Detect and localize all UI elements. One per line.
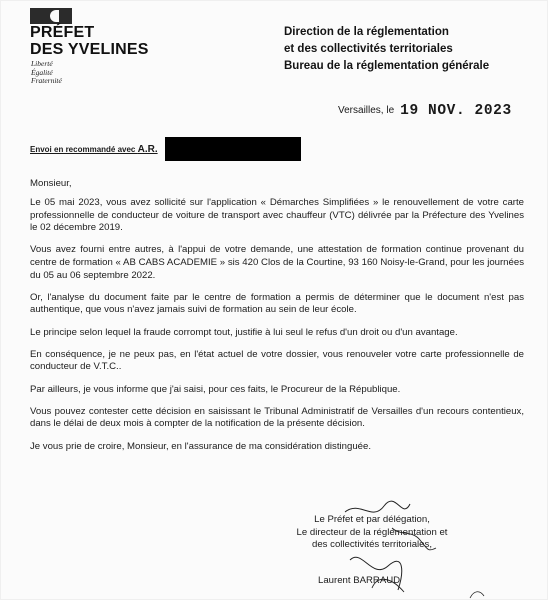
prefecture-title-line2: DES YVELINES — [30, 41, 149, 58]
signature-block — [282, 514, 462, 552]
direction-header — [284, 24, 489, 75]
signature-line3: des collectivités territoriales, — [312, 539, 432, 551]
direction-line3: Bureau de la réglementation générale — [284, 60, 490, 72]
envoi-recommande — [30, 144, 158, 155]
letter-body — [30, 178, 524, 463]
paragraph-analysis: Or, l'analyse du document faite par le centre de formation a permis de déterminer que le document n'est pas authentique, que vous n'avez jamais suivi de formation au sein de leur école. — [30, 291, 524, 316]
prefecture-title — [30, 24, 149, 58]
paragraph-request: Le 05 mai 2023, vous avez sollicité sur l'application « Démarches Simplifiées » le renouvellement de votre carte professionnelle de conducteur de voiture de transport avec chauffeur (VTC) délivrée par la Préfecture des Yvelines le 02 décembre 2019. — [30, 197, 524, 234]
paragraph-recours: Vous pouvez contester cette décision en saisissant le Tribunal Administratif de Versailles d'un recours contentieux, dans le délai de deux mois à compter de la notification de la présente décision. — [30, 405, 524, 430]
envoi-ar: A.R. — [137, 144, 158, 155]
direction-line2: et des collectivités territoriales — [284, 43, 453, 55]
signature-line2: Le directeur de la réglementation et — [296, 526, 448, 538]
letter-date — [338, 103, 512, 119]
motto-liberte: Liberté — [31, 59, 53, 68]
date-stamp: 19 NOV. 2023 — [400, 103, 512, 119]
republic-motto — [31, 60, 62, 86]
redacted-recipient — [165, 137, 301, 161]
motto-egalite: Égalité — [31, 67, 53, 77]
direction-line1: Direction de la réglementation — [284, 26, 449, 38]
paragraph-attestation: Vous avez fourni entre autres, à l'appui de votre demande, une attestation de formation continue provenant du centre de formation « AB CABS ACADEMIE » sis 420 Clos de la Courtine, 93 160 Noisy-le-Grand, pour les journées du 05 au 06 septembre 2022. — [30, 244, 524, 281]
prefecture-title-line1: PRÉFET — [30, 24, 95, 41]
envoi-label: Envoi en recommandé avec — [30, 145, 138, 154]
paragraph-closing: Je vous prie de croire, Monsieur, en l'assurance de ma considération distinguée. — [30, 440, 371, 452]
greeting: Monsieur, — [30, 178, 72, 189]
paragraph-procureur: Par ailleurs, je vous informe que j'ai saisi, pour ces faits, le Procureur de la République. — [30, 383, 401, 395]
marianne-logo-icon — [30, 8, 72, 24]
motto-fraternite: Fraternité — [31, 76, 62, 85]
date-place: Versailles, le — [338, 105, 395, 116]
signature-line1: Le Préfet et par délégation, — [314, 514, 430, 525]
paragraph-principle: Le principe selon lequel la fraude corrompt tout, justifie à lui seul le refus d'un droit ou d'un avantage. — [30, 326, 458, 338]
signatory-name: Laurent BARRAUD — [318, 575, 401, 586]
paragraph-refusal: En conséquence, je ne peux pas, en l'état actuel de votre dossier, vous renouveler votre carte professionnelle de conducteur de V.T.C.. — [30, 348, 524, 373]
